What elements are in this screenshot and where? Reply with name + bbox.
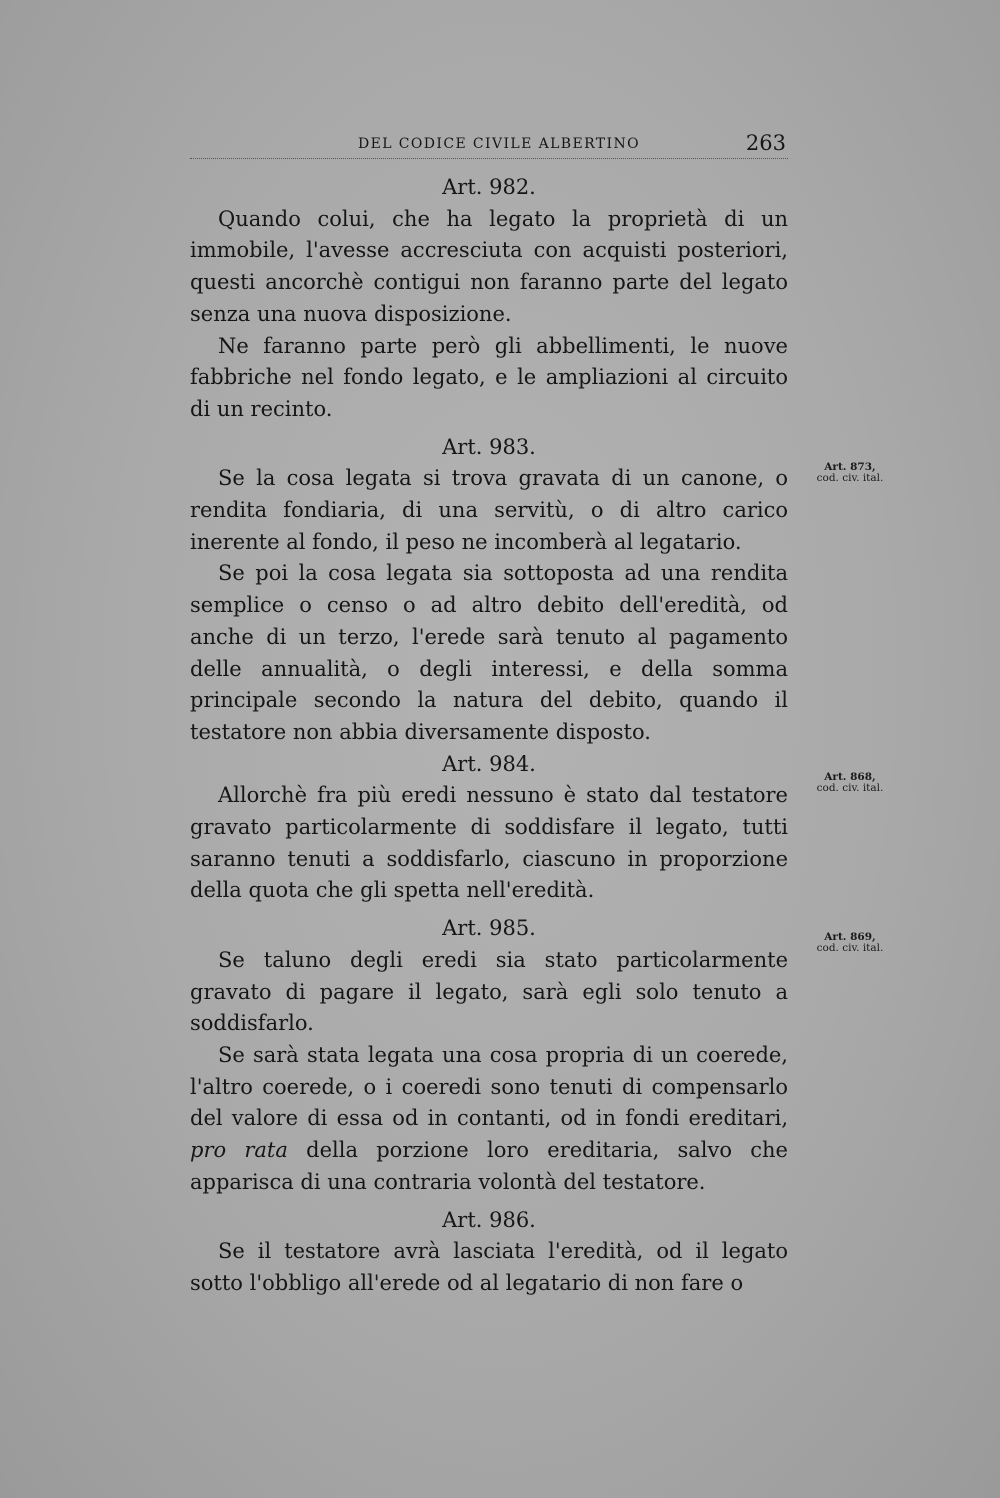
article-paragraph: Se la cosa legata si trova gravata di un canone, o rendita fondiaria, di una servitù, o di altro carico inerente al fondo, il peso ne incomberà al legatario. bbox=[190, 466, 788, 554]
margin-note-code: cod. civ. ital. bbox=[816, 472, 884, 484]
article-heading: Art. 985. bbox=[442, 916, 536, 941]
article-paragraph-with-italic bbox=[190, 1040, 788, 1199]
article-982 bbox=[190, 172, 788, 426]
article-paragraph: Ne faranno parte però gli abbellimenti, le nuove fabbriche nel fondo legato, e le ampliazioni al circuito di un recinto. bbox=[190, 333, 788, 421]
italic-phrase: pro rata bbox=[190, 1138, 288, 1163]
margin-note-ref: Art. 869, bbox=[824, 931, 876, 943]
page-header bbox=[190, 132, 788, 159]
margin-note-985 bbox=[800, 932, 900, 954]
margin-note-984 bbox=[800, 772, 900, 794]
running-title: DEL CODICE CIVILE ALBERTINO bbox=[358, 136, 640, 152]
margin-note-983 bbox=[800, 462, 900, 484]
article-984 bbox=[190, 749, 788, 908]
page-number: 263 bbox=[745, 131, 786, 155]
article-heading: Art. 986. bbox=[442, 1207, 536, 1232]
article-heading: Art. 983. bbox=[442, 434, 536, 459]
article-paragraph: Quando colui, che ha legato la proprietà di un immobile, l'avesse accresciuta con acquisti posteriori, questi ancorchè contigui non faranno parte del legato senza una nuova disposizione. bbox=[190, 206, 788, 326]
margin-note-code: cod. civ. ital. bbox=[816, 942, 884, 954]
paragraph-text: della porzione loro ereditaria, salvo che apparisca di una contraria volontà del testatore. bbox=[190, 1138, 788, 1194]
article-paragraph: Se poi la cosa legata sia sottoposta ad una rendita semplice o censo o ad altro debito dell'eredità, od anche di un terzo, l'erede sarà tenuto al pagamento delle annualità, o degli interessi, e della somma principale secondo la natura del debito, quando il testatore non abbia diversamente disposto. bbox=[190, 561, 788, 744]
article-983 bbox=[190, 432, 788, 749]
article-heading: Art. 984. bbox=[442, 751, 536, 776]
page-body bbox=[190, 172, 788, 1300]
article-986 bbox=[190, 1205, 788, 1300]
article-paragraph: Allorchè fra più eredi nessuno è stato dal testatore gravato particolarmente di soddisfare il legato, tutti saranno tenuti a soddisfarlo, ciascuno in proporzione della quota che gli spetta nell'eredità. bbox=[190, 783, 788, 903]
article-paragraph: Se il testatore avrà lasciata l'eredità, od il legato sotto l'obbligo all'erede od al legatario di non fare o bbox=[190, 1239, 788, 1295]
margin-note-ref: Art. 868, bbox=[824, 771, 876, 783]
margin-note-ref: Art. 873, bbox=[824, 461, 876, 473]
article-paragraph: Se taluno degli eredi sia stato particolarmente gravato di pagare il legato, sarà egli solo tenuto a soddisfarlo. bbox=[190, 947, 788, 1036]
paragraph-text: Se sarà stata legata una cosa propria di un coerede, l'altro coerede, o i coeredi sono tenuti di compensarlo del valore di essa od in contanti, od in fondi ereditari, bbox=[190, 1042, 788, 1131]
margin-note-code: cod. civ. ital. bbox=[816, 782, 884, 794]
article-heading: Art. 982. bbox=[442, 175, 536, 199]
article-985 bbox=[190, 913, 788, 1198]
